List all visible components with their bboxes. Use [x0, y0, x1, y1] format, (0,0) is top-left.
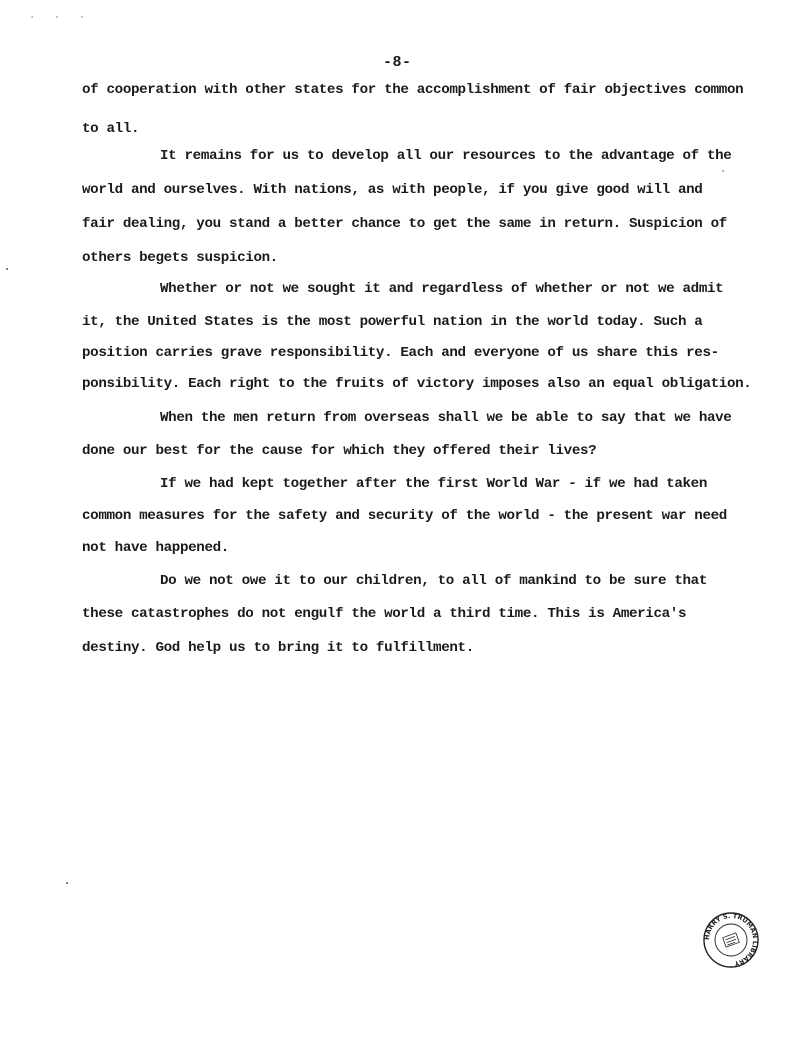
margin-specks: · · · — [28, 10, 91, 26]
text-line: If we had kept together after the first World War - if we had taken — [160, 476, 707, 492]
text-line: When the men return from overseas shall we be able to say that we have — [160, 410, 732, 426]
ink-speck — [66, 882, 68, 884]
text-line: of cooperation with other states for the accomplishment of fair objectives common — [82, 82, 744, 98]
text-line: Whether or not we sought it and regardless of whether or not we admit — [160, 281, 724, 297]
text-line: common measures for the safety and security of the world - the present war need — [82, 508, 727, 524]
text-line: it, the United States is the most powerful nation in the world today. Such a — [82, 314, 703, 330]
text-line: fair dealing, you stand a better chance to get the same in return. Suspicion of — [82, 216, 727, 232]
text-line: not have happened. — [82, 540, 229, 556]
text-line: Do we not owe it to our children, to all of mankind to be sure that — [160, 573, 707, 589]
page-number: -8- — [383, 54, 412, 71]
text-line: to all. — [82, 121, 140, 137]
text-line: others begets suspicion. — [82, 250, 278, 266]
stamp-text: HARRY S. TRUMAN LIBRARY — [702, 911, 760, 968]
text-line: these catastrophes do not engulf the world a third time. This is America's — [82, 606, 687, 622]
text-line: destiny. God help us to bring it to fulfillment. — [82, 640, 474, 656]
text-line: It remains for us to develop all our resources to the advantage of the — [160, 148, 732, 164]
ink-speck — [722, 170, 724, 172]
text-line: done our best for the cause for which they offered their lives? — [82, 443, 597, 459]
truman-library-stamp — [702, 911, 760, 969]
text-line: position carries grave responsibility. Each and everyone of us share this res- — [82, 345, 719, 361]
stamp-seal-icon — [723, 933, 740, 947]
text-line: ponsibility. Each right to the fruits of victory imposes also an equal obligation. — [82, 376, 752, 392]
text-line: world and ourselves. With nations, as with people, if you give good will and — [82, 182, 703, 198]
ink-speck — [6, 268, 8, 270]
